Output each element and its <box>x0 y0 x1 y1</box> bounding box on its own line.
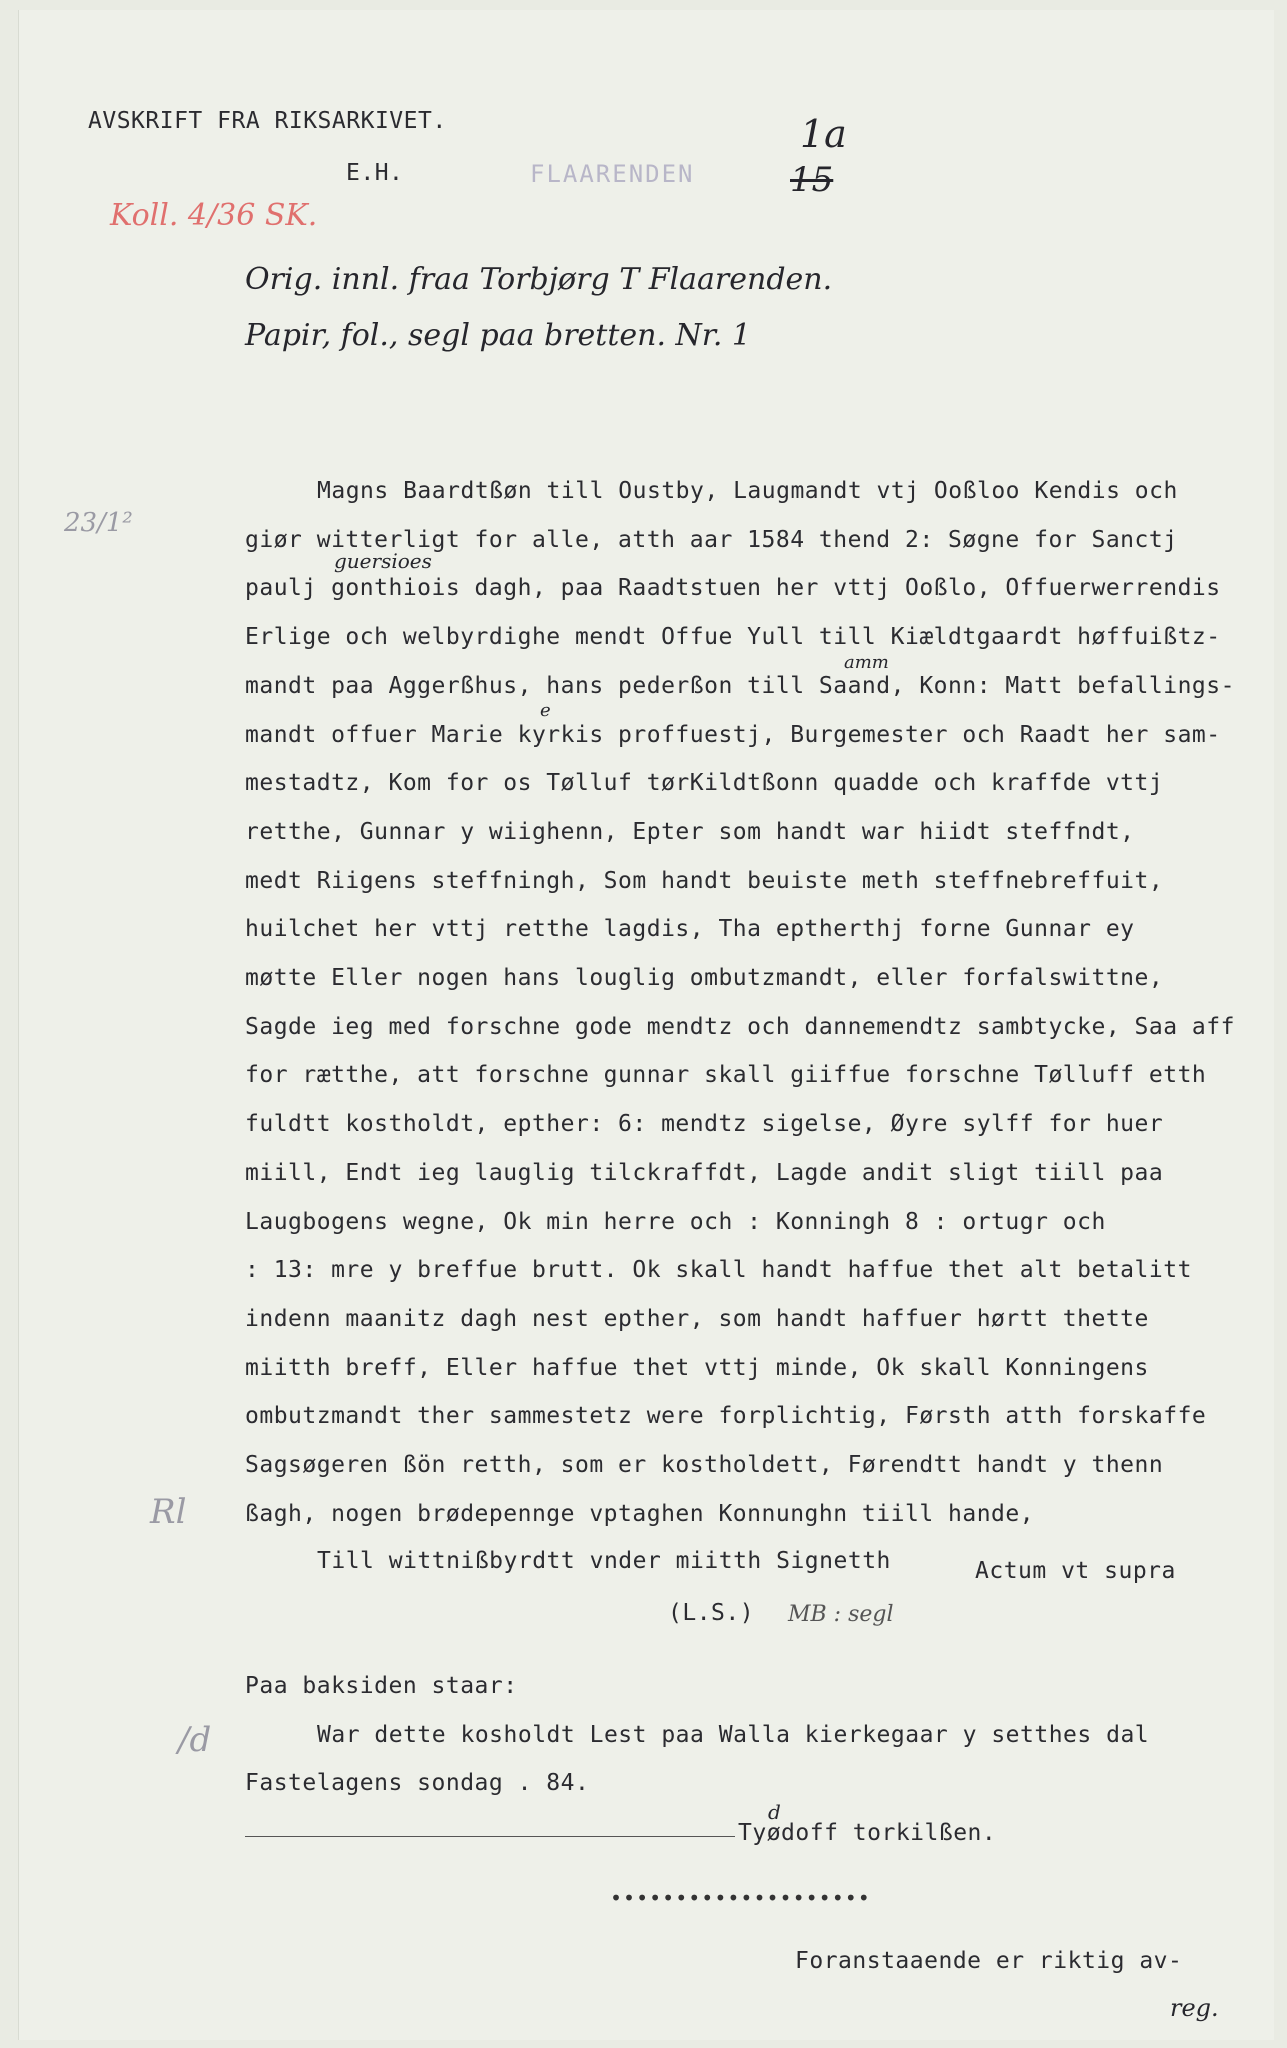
body-line: retthe, Gunnar y wiighenn, Epter som handt war hiidt steffndt, <box>245 818 1135 845</box>
footer-line-1: Foranstaaende er riktig av- <box>795 1948 1183 1974</box>
seal-note: MB : segl <box>788 1602 894 1627</box>
body-line: mandt paa Aggerßhus, hans pederßon till Saand, Konn: Matt befallings- <box>245 672 1235 699</box>
body-line: paulj gonthiois dagh, paa Raadtstuen her vttj Ooßlo, Offuerwerrendis <box>245 575 1221 602</box>
back-line-1: War dette kosholdt Lest paa Walla kierkegaar y setthes dal <box>317 1722 1150 1748</box>
body-line: mandt offuer Marie kyrkis proffuestj, Burgemester och Raadt her sam- <box>245 721 1221 748</box>
body-line: Sagde ieg med forschne gode mendtz och dannemendtz sambtycke, Saa aff <box>245 1013 1235 1040</box>
stamp-flaarenden: FLAARENDEN <box>530 160 695 188</box>
body-line: huilchet her vttj retthe lagdis, Tha eptherthj forne Gunnar ey <box>245 916 1135 943</box>
body-line: indenn maanitz dagh nest epther, som handt haffuer hørtt thette <box>245 1305 1149 1332</box>
footer-line-2: reg. <box>1170 1994 1219 2022</box>
body-line: for rætthe, att forschne gunnar skall giiffue forschne Tølluff etth <box>245 1062 1207 1089</box>
description-line-2: Papir, fol., segl paa bretten. Nr. 1 <box>245 318 752 353</box>
body-line: ßagh, nogen brødepennge vptaghen Konnunghn tiill hande, <box>245 1500 1035 1527</box>
signature-insert: d <box>768 1800 781 1824</box>
page-mark: 1a <box>800 112 847 156</box>
body-line: Sagsøgeren ßön retth, som er kostholdett, Førendtt handt y thenn <box>245 1452 1164 1478</box>
margin-note-rl: Rl <box>150 1492 187 1532</box>
page-mark-crossed: 15 <box>790 160 834 200</box>
back-heading: Paa baksiden staar: <box>245 1673 518 1699</box>
interlinear-guersioes: guersioes <box>334 549 432 573</box>
body-line: ombutzmandt ther sammestetz were forplichtig, Førsth atth forskaffe <box>245 1403 1207 1430</box>
signature-rule <box>245 1836 735 1837</box>
body-line: miitth breff, Eller haffue thet vttj minde, Ok skall Konningens <box>245 1354 1149 1381</box>
body-line: miill, Endt ieg lauglig tilckraffdt, Lagde andit sligt tiill paa <box>245 1159 1164 1186</box>
document-body <box>245 478 1255 1528</box>
body-line: møtte Eller nogen hans louglig ombutzmandt, eller forfalswittne, <box>245 965 1164 991</box>
body-line: fuldtt kostholdt, epther: 6: mendtz sigelse, Øyre sylff for huer <box>245 1111 1164 1138</box>
body-line: : 13: mre y breffue brutt. Ok skall handt haffue thet alt betalitt <box>245 1257 1192 1284</box>
margin-note-d: /d <box>178 1720 212 1760</box>
witness-line: Till wittnißbyrdtt vnder miitth Signetth <box>317 1548 891 1574</box>
document-title: AVSKRIFT FRA RIKSARKIVET. <box>88 108 447 134</box>
interlinear-amm: amm <box>844 652 889 673</box>
seal-marker: (L.S.) <box>668 1600 755 1626</box>
interlinear-e: e <box>540 700 551 721</box>
back-line-2: Fastelagens sondag . 84. <box>245 1770 590 1796</box>
actum-vt-supra: Actum vt supra <box>975 1558 1176 1584</box>
body-line: medt Riigens steffningh, Som handt beuiste meth steffnebreffuit, <box>245 867 1164 894</box>
margin-date-note: 23/1² <box>64 508 133 538</box>
initials: E.H. <box>346 160 404 186</box>
body-line: Laugbogens wegne, Ok min herre och : Konningh 8 : ortugr och <box>245 1208 1106 1235</box>
body-line: giør witterligt for alle, atth aar 1584 thend 2: Søgne for Sanctj <box>245 526 1178 553</box>
archive-reference: Koll. 4/36 SK. <box>110 198 318 233</box>
dotted-separator: •••••••••••••••••••• <box>610 1886 871 1910</box>
body-line: Magns Baardtßøn till Oustby, Laugmandt vtj Ooßloo Kendis och <box>317 478 1178 504</box>
signature: Tyødoff torkilßen. <box>738 1820 997 1846</box>
body-line: mestadtz, Kom for os Tølluf tørKildtßonn quadde och kraffde vttj <box>245 770 1164 797</box>
description-line-1: Orig. innl. fraa Torbjørg T Flaarenden. <box>245 262 833 297</box>
body-line: Erlige och welbyrdighe mendt Offue Yull till Kiældtgaardt høffuißtz- <box>245 624 1221 651</box>
